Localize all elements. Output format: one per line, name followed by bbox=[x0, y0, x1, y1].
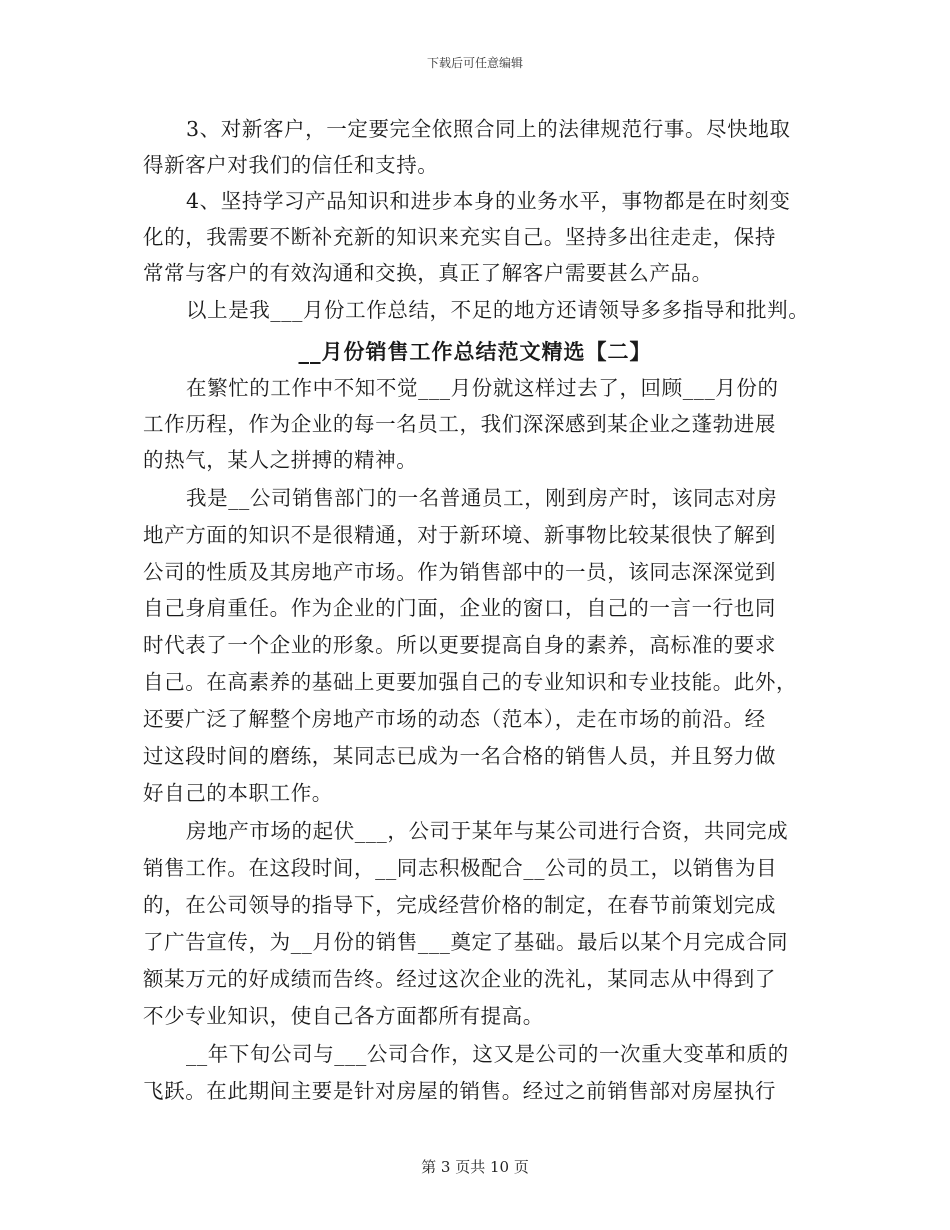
paragraph-line: 公司的性质及其房地产市场。作为销售部中的一员，该同志深深觉到 bbox=[143, 560, 776, 584]
paragraph-line: 地产方面的知识不是很精通，对于新环境、新事物比较某很快了解到 bbox=[143, 523, 776, 547]
paragraph-line: 的，在公司领导的指导下，完成经营价格的制定，在春节前策划完成 bbox=[143, 893, 776, 917]
paragraph-line: 时代表了一个企业的形象。所以更要提高自身的素养，高标准的要求 bbox=[143, 633, 776, 657]
paragraph-line: 常常与客户的有效沟通和交换，真正了解客户需要甚么产品。 bbox=[143, 261, 713, 285]
paragraph-line: __年下旬公司与___公司合作，这又是公司的一次重大变革和质的 bbox=[186, 1042, 789, 1066]
paragraph-line: 了广告宣传，为__月份的销售___奠定了基础。最后以某个月完成合同 bbox=[143, 930, 789, 954]
page-footer: 第 3 页共 10 页 bbox=[421, 1158, 529, 1176]
paragraph-line: 以上是我___月份工作总结，不足的地方还请领导多多指导和批判。 bbox=[186, 298, 810, 322]
paragraph-line: 销售工作。在这段时间，__同志积极配合__公司的员工，以销售为目 bbox=[143, 856, 778, 880]
paragraph-line: 3、对新客户，一定要完全依照合同上的法律规范行事。尽快地取 bbox=[186, 117, 791, 141]
paragraph-line: 的热气，某人之拼搏的精神。 bbox=[143, 448, 418, 472]
paragraph-line: 我是__公司销售部门的一名普通员工，刚到房产时，该同志对房 bbox=[186, 486, 778, 510]
paragraph-line: 在繁忙的工作中不知不觉___月份就这样过去了，回顾___月份的 bbox=[186, 376, 779, 400]
paragraph-line: 好自己的本职工作。 bbox=[143, 781, 333, 805]
paragraph-line: 飞跃。在此期间主要是针对房屋的销售。经过之前销售部对房屋执行 bbox=[143, 1079, 776, 1103]
paragraph-line: 4、坚持学习产品知识和进步本身的业务水平，事物都是在时刻变 bbox=[186, 189, 791, 213]
paragraph-line: 还要广泛了解整个房地产市场的动态（范本），走在市场的前沿。经 bbox=[143, 707, 766, 731]
paragraph-line: 不少专业知识，使自己各方面都所有提高。 bbox=[143, 1004, 544, 1028]
paragraph-line: 化的，我需要不断补充新的知识来充实自己。坚持多出往走走，保持 bbox=[143, 225, 776, 249]
section-title: __月份销售工作总结范文精选【二】 bbox=[298, 339, 652, 364]
page-header: 下载后可任意编辑 bbox=[426, 56, 523, 70]
paragraph-line: 自己。在高素养的基础上更要加强自己的专业知识和专业技能。此外， bbox=[143, 670, 798, 694]
paragraph-line: 自己身肩重任。作为企业的门面，企业的窗口，自己的一言一行也同 bbox=[143, 596, 776, 620]
paragraph-line: 工作历程，作为企业的每一名员工，我们深深感到某企业之蓬勃进展 bbox=[143, 412, 776, 436]
paragraph-line: 房地产市场的起伏___，公司于某年与某公司进行合资，共同完成 bbox=[186, 819, 789, 843]
paragraph-line: 额某万元的好成绩而告终。经过这次企业的洗礼，某同志从中得到了 bbox=[143, 967, 776, 991]
paragraph-line: 过这段时间的磨练，某同志已成为一名合格的销售人员，并且努力做 bbox=[143, 744, 776, 768]
paragraph-line: 得新客户对我们的信任和支持。 bbox=[143, 153, 439, 177]
